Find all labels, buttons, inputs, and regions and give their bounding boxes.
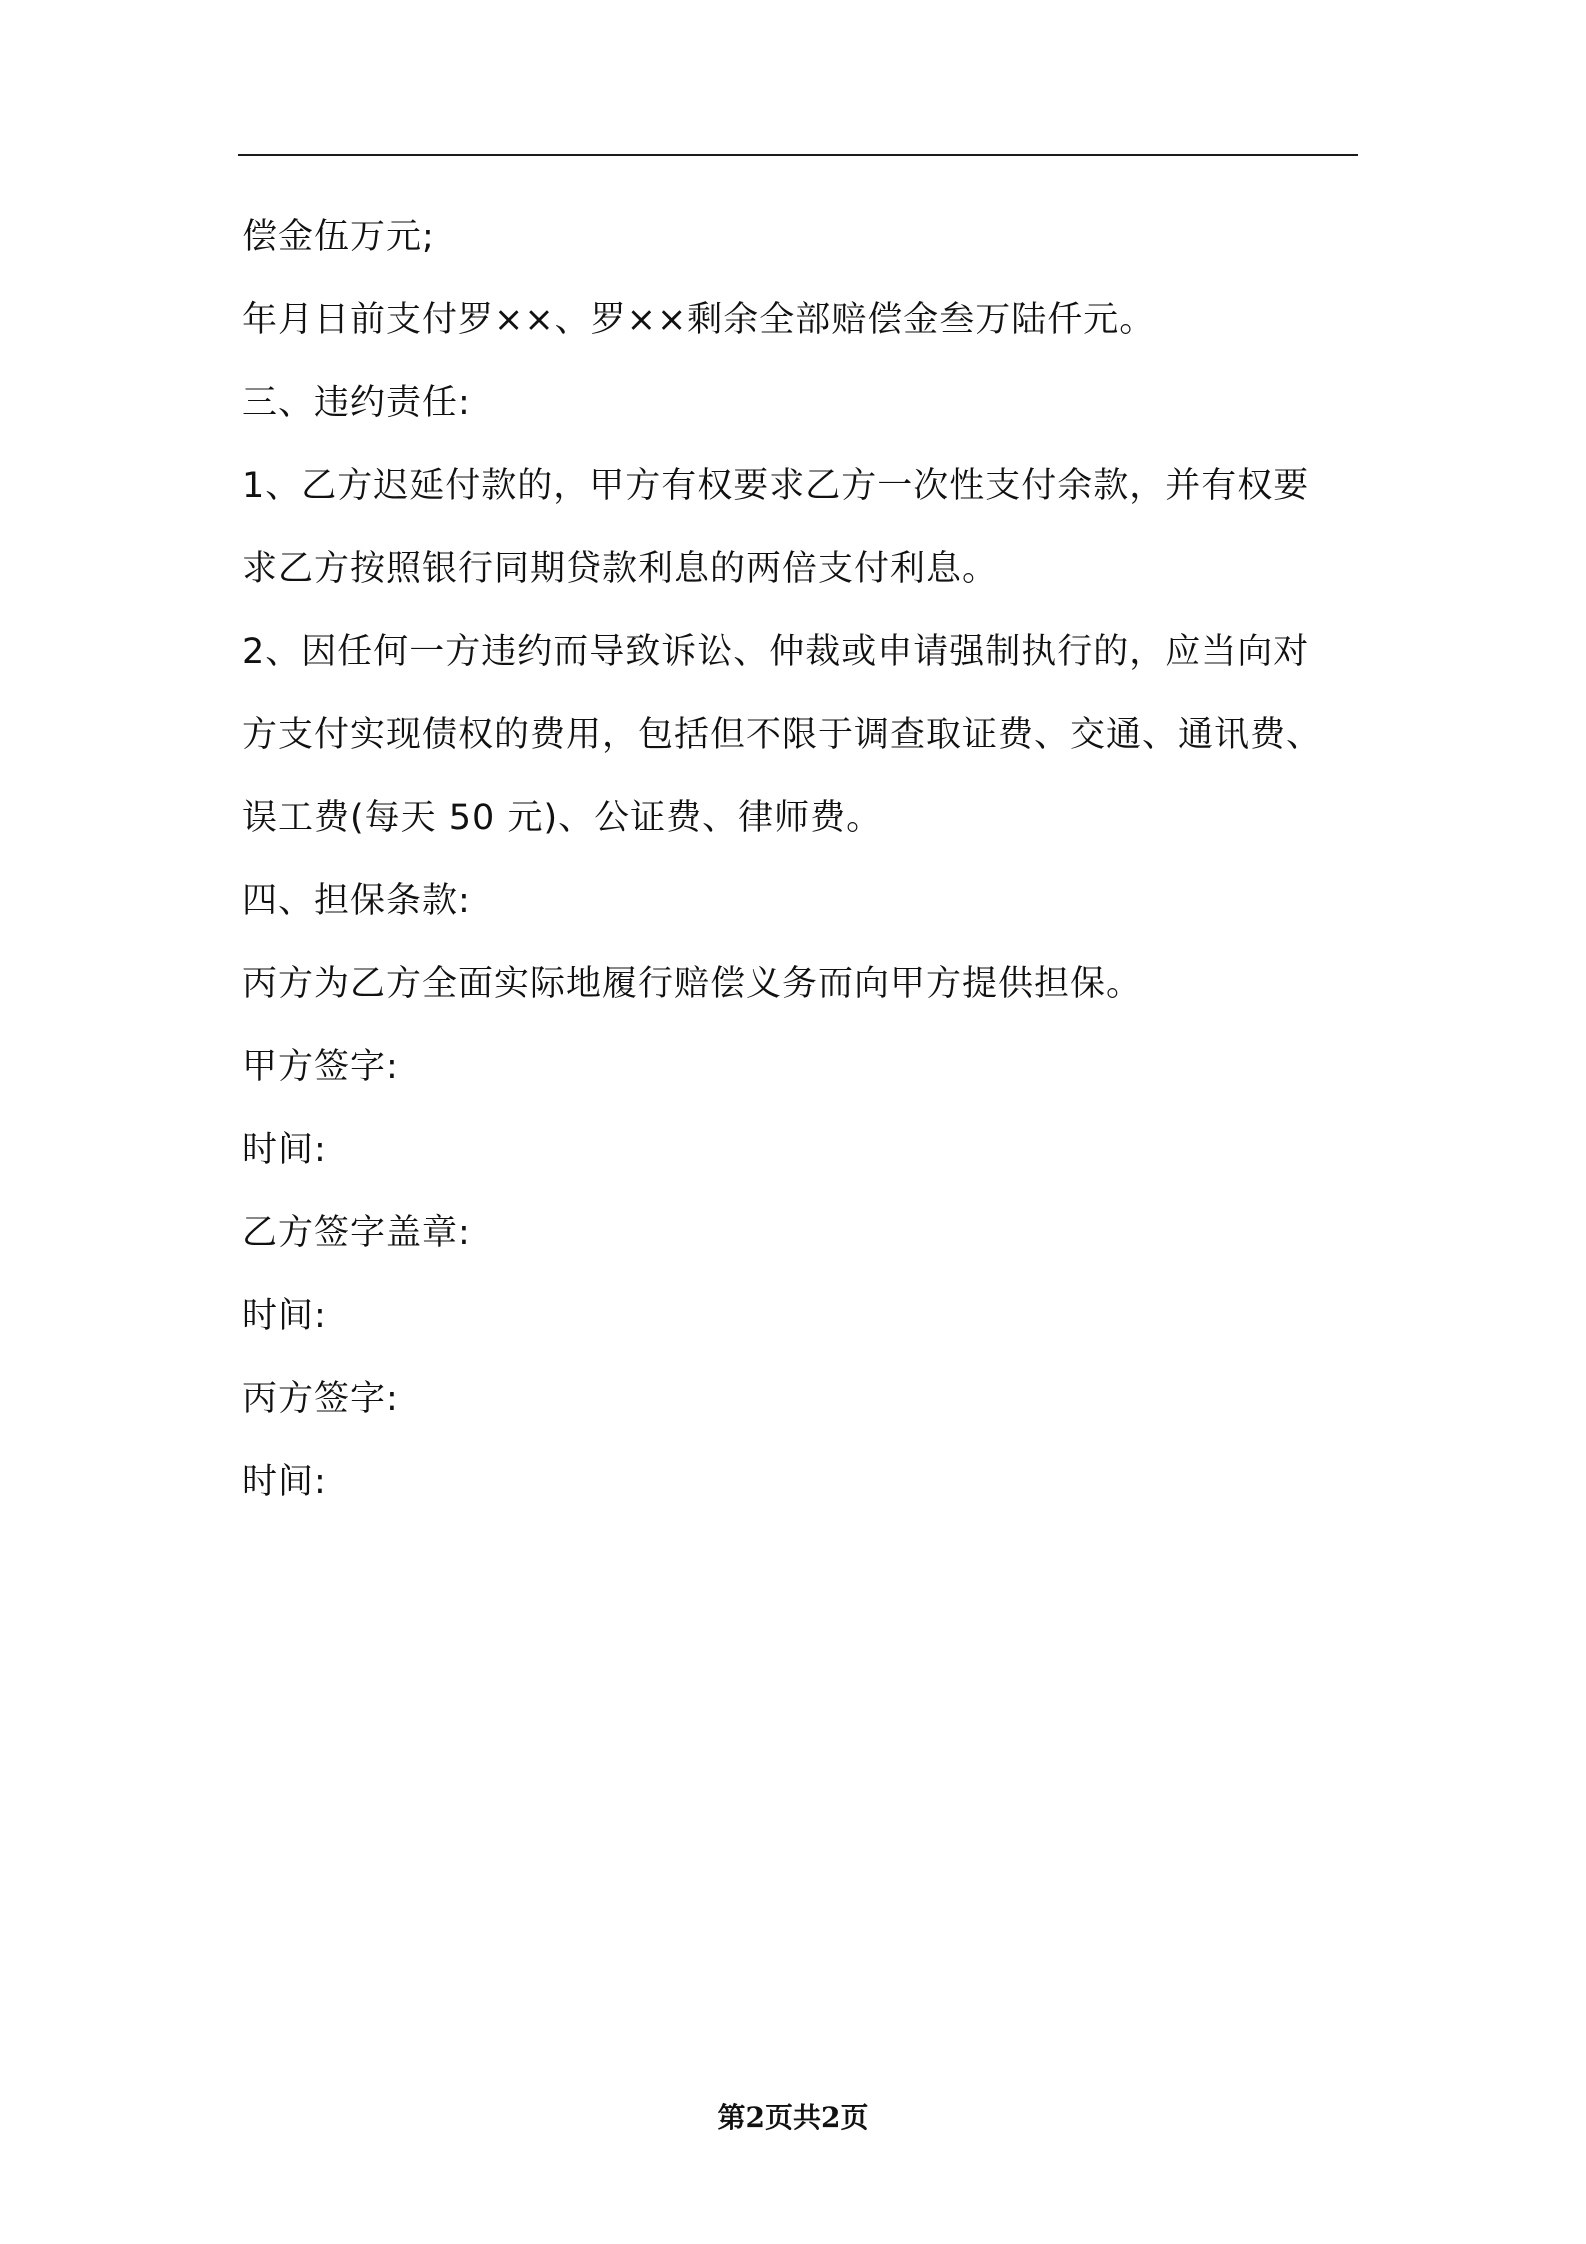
party-a-date-label: 时间:	[242, 1130, 327, 1170]
document-body	[242, 196, 1358, 1524]
guarantee-clause: 丙方为乙方全面实际地履行赔偿义务而向甲方提供担保。	[242, 964, 1143, 1004]
section-heading-breach-liability: 三、违约责任:	[242, 383, 471, 423]
party-c-date-label: 时间:	[242, 1462, 327, 1502]
party-a-signature-label: 甲方签字:	[242, 1047, 399, 1087]
clause-2-line-2: 方支付实现债权的费用，包括但不限于调查取证费、交通、通讯费、	[242, 715, 1323, 755]
header-rule	[238, 154, 1358, 156]
party-b-date-label: 时间:	[242, 1296, 327, 1336]
clause-1-line-2: 求乙方按照银行同期贷款利息的两倍支付利息。	[242, 549, 999, 589]
section-heading-guarantee: 四、担保条款:	[242, 881, 471, 921]
clause-1-line-1: 1、乙方迟延付款的，甲方有权要求乙方一次性支付余款，并有权要	[242, 466, 1310, 506]
text-line-compensation-amount: 偿金伍万元;	[242, 217, 435, 257]
clause-2-line-3: 误工费(每天 50 元)、公证费、律师费。	[242, 798, 883, 838]
text-line-remaining-payment: 年月日前支付罗××、罗××剩余全部赔偿金叁万陆仟元。	[242, 300, 1156, 340]
clause-2-line-1: 2、因任何一方违约而导致诉讼、仲裁或申请强制执行的，应当向对	[242, 632, 1310, 672]
page-number-footer: 第2页共2页	[717, 2101, 869, 2134]
party-c-signature-label: 丙方签字:	[242, 1379, 399, 1419]
party-b-signature-seal-label: 乙方签字盖章:	[242, 1213, 471, 1253]
